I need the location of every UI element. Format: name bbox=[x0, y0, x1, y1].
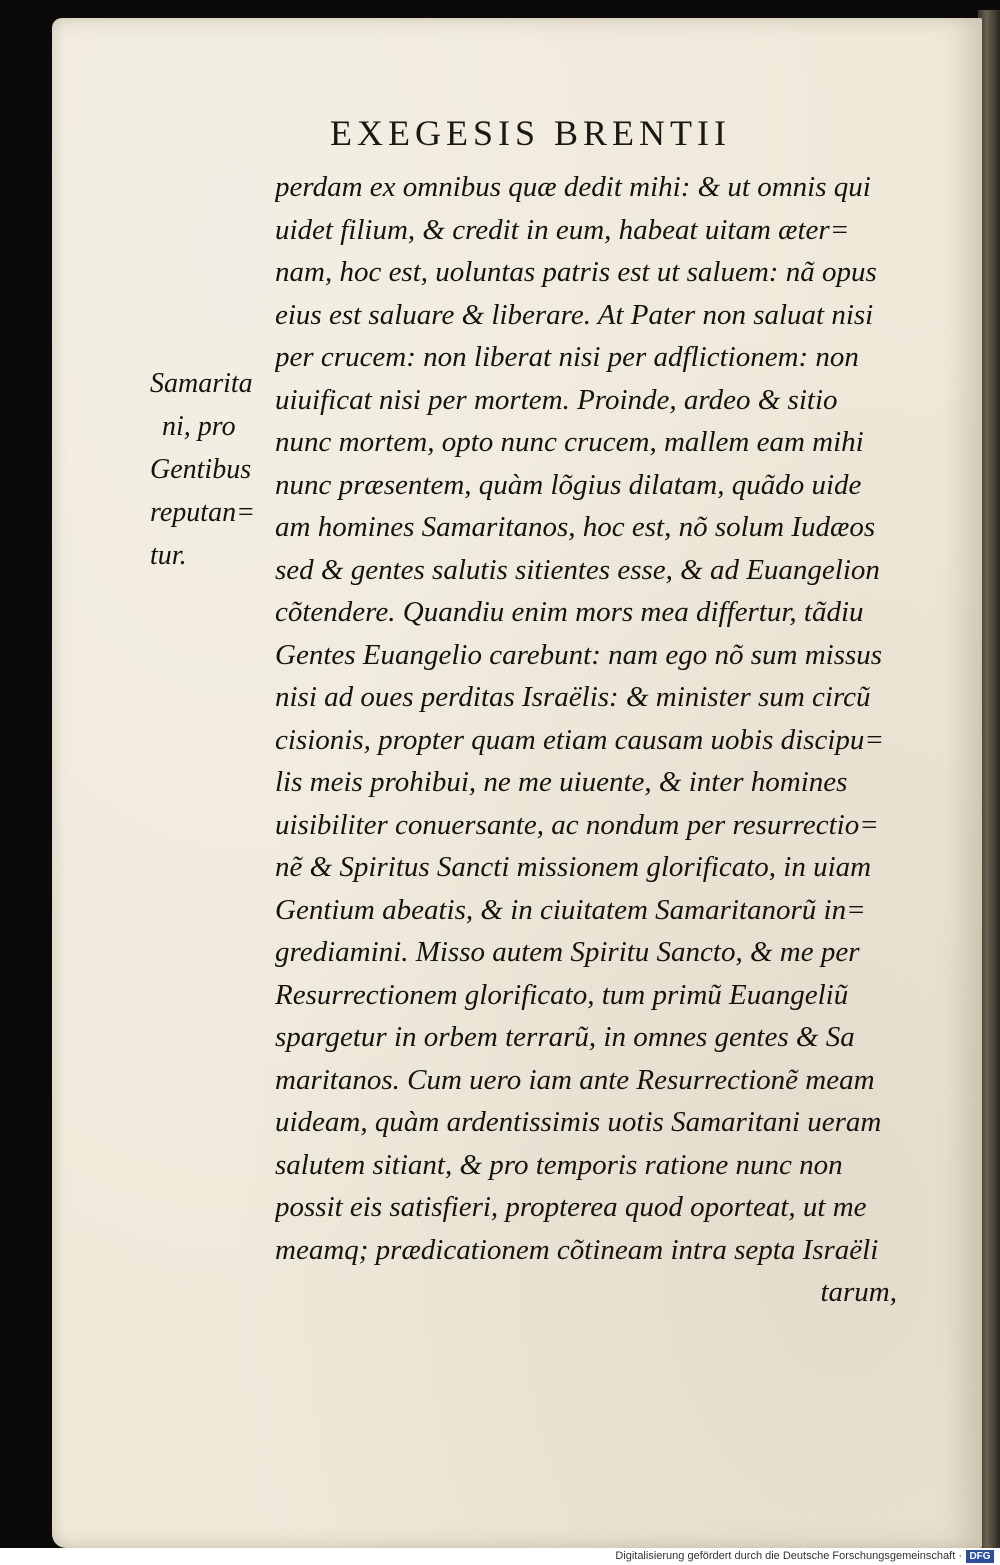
marginal-note bbox=[150, 362, 275, 577]
margin-note-line: ni, pro bbox=[162, 411, 236, 442]
text-line: nẽ & Spiritus Sancti missionem glorificato, in uiam bbox=[275, 851, 872, 883]
text-line: spargetur in orbem terrarũ, in omnes gentes & Sa bbox=[275, 1021, 855, 1053]
text-line: eius est saluare & liberare. At Pater non saluat nisi bbox=[275, 298, 874, 331]
text-line: grediamini. Misso autem Spiritu Sancto, & me per bbox=[275, 936, 860, 968]
text-line: lis meis prohibui, ne me uiuente, & inter homines bbox=[275, 766, 848, 798]
text-line: nunc mortem, opto nunc crucem, mallem eam mihi bbox=[275, 426, 864, 458]
text-line: am homines Samaritanos, hoc est, nõ solum Iudæos bbox=[275, 511, 876, 543]
dfg-logo: DFG bbox=[966, 1550, 994, 1563]
text-line: uidet filium, & credit in eum, habeat uitam æter= bbox=[275, 213, 850, 246]
text-line: nunc præsentem, quàm lõgius dilatam, quãdo uide bbox=[275, 468, 862, 501]
running-header: EXEGESIS BRENTII bbox=[330, 113, 731, 153]
margin-note-line: Samarita bbox=[150, 368, 253, 399]
text-line: sed & gentes salutis sitientes esse, & ad Euangelion bbox=[275, 553, 880, 586]
text-line: per crucem: non liberat nisi per adflictionem: non bbox=[275, 341, 859, 373]
margin-note-line: reputan= bbox=[150, 497, 255, 528]
text-line: maritanos. Cum uero iam ante Resurrectionẽ meam bbox=[275, 1063, 875, 1096]
text-line: salutem sitiant, & pro temporis ratione nunc non bbox=[275, 1148, 843, 1181]
funding-credit: Digitalisierung gefördert durch die Deutsche Forschungsgemeinschaft · bbox=[615, 1550, 962, 1562]
text-line: possit eis satisfieri, propterea quod oporteat, ut me bbox=[275, 1191, 867, 1223]
footer-bar bbox=[0, 1548, 1000, 1565]
text-line: uideam, quàm ardentissimis uotis Samaritani ueram bbox=[275, 1106, 882, 1138]
text-line: nam, hoc est, uoluntas patris est ut saluem: nã opus bbox=[275, 256, 877, 288]
text-line: perdam ex omnibus quæ dedit mihi: & ut omnis qui bbox=[275, 171, 871, 203]
margin-note-line: tur. bbox=[150, 540, 187, 571]
text-line: meamq; prædicationem cõtineam intra septa Israëli bbox=[275, 1233, 879, 1266]
text-line: nisi ad oues perditas Israëlis: & minister sum circũ bbox=[275, 681, 871, 713]
margin-note-line: Gentibus bbox=[150, 454, 252, 485]
text-line: Resurrectionem glorificato, tum primũ Euangeliũ bbox=[275, 978, 849, 1011]
body-text bbox=[275, 166, 905, 1314]
catchword: tarum, bbox=[820, 1276, 897, 1308]
text-line: cõtendere. Quandiu enim mors mea differtur, tãdiu bbox=[275, 596, 864, 628]
text-line: Gentes Euangelio carebunt: nam ego nõ sum missus bbox=[275, 638, 883, 671]
text-line: Gentium abeatis, & in ciuitatem Samaritanorũ in= bbox=[275, 893, 866, 926]
text-line: uiuificat nisi per mortem. Proinde, ardeo & sitio bbox=[275, 383, 838, 416]
text-line: uisibiliter conuersante, ac nondum per resurrectio= bbox=[275, 808, 879, 841]
text-line: cisionis, propter quam etiam causam uobis discipu= bbox=[275, 723, 884, 756]
